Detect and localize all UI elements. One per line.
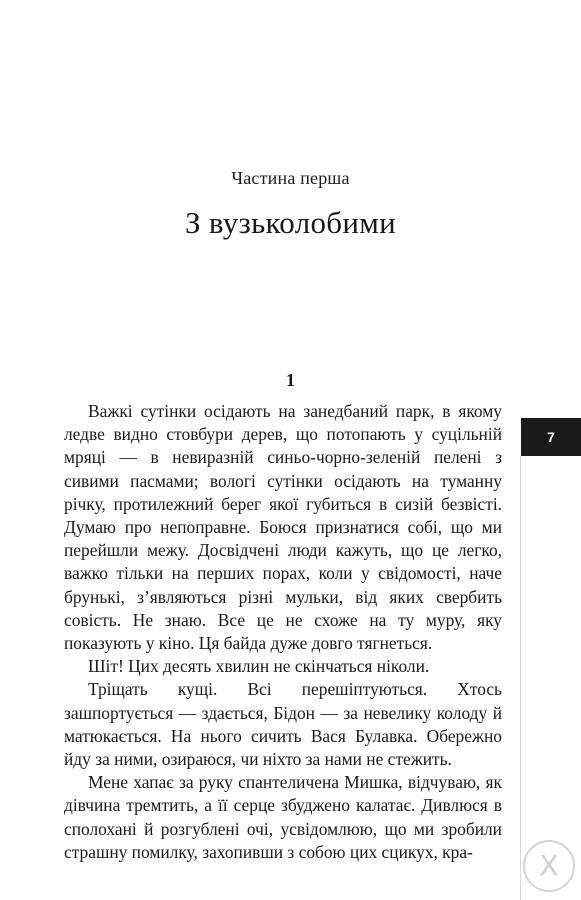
paragraph-3: Тріщать кущі. Всі перешіптуються. Хтось зашпортується — здається, Бідон — за невелику колоду й матюкається. На нього сичить Вася Булавка. Обережно йду за ними, озираюся, чи ніхто за нами не стежить. bbox=[64, 679, 502, 770]
part-label: Частина перша bbox=[231, 168, 350, 188]
watermark-logo-icon bbox=[523, 840, 575, 892]
body-text bbox=[64, 400, 502, 864]
page-number: 7 bbox=[547, 429, 555, 445]
section-number: 1 bbox=[286, 370, 295, 390]
page-number-tab bbox=[521, 418, 581, 456]
page-edge bbox=[520, 456, 581, 900]
paragraph-1: Важкі сутінки осідають на занедбаний парк, в якому ледве видно стовбури дерев, що потопають у суцільній мряці — в невиразній синьо-чорно-зеленій пелені з сивими пасмами; вологі сутінки осідають на туманну річку, протилежний берег якої губиться в сизій безвісті. Думаю про непоправне. Боюся признатися собі, що ми перейшли межу. Досвідчені люди кажуть, що це легко, важко тільки на перших порах, коли у свідомості, наче брунькі, з’являються різні мульки, від яких свербить совість. Не знаю. Все це не схоже на ту муру, яку показують у кіно. Ця байда дуже довго тягнеться. bbox=[64, 401, 502, 654]
chapter-title: З вузьколобими bbox=[184, 205, 397, 240]
paragraph-2: Шіт! Цих десять хвилин не скінчаться ніколи. bbox=[88, 656, 430, 677]
paragraph-4: Мене хапає за руку спантеличена Мишка, відчуваю, як дівчина тремтить, а її серце збуджено калатає. Дивлюся в сполохані й розгублені очі, усвідомлюю, що ми зробили страшну помилку, захопивши з собою цих сцикух, кра- bbox=[64, 772, 502, 862]
watermark-glyph: X bbox=[539, 849, 559, 882]
